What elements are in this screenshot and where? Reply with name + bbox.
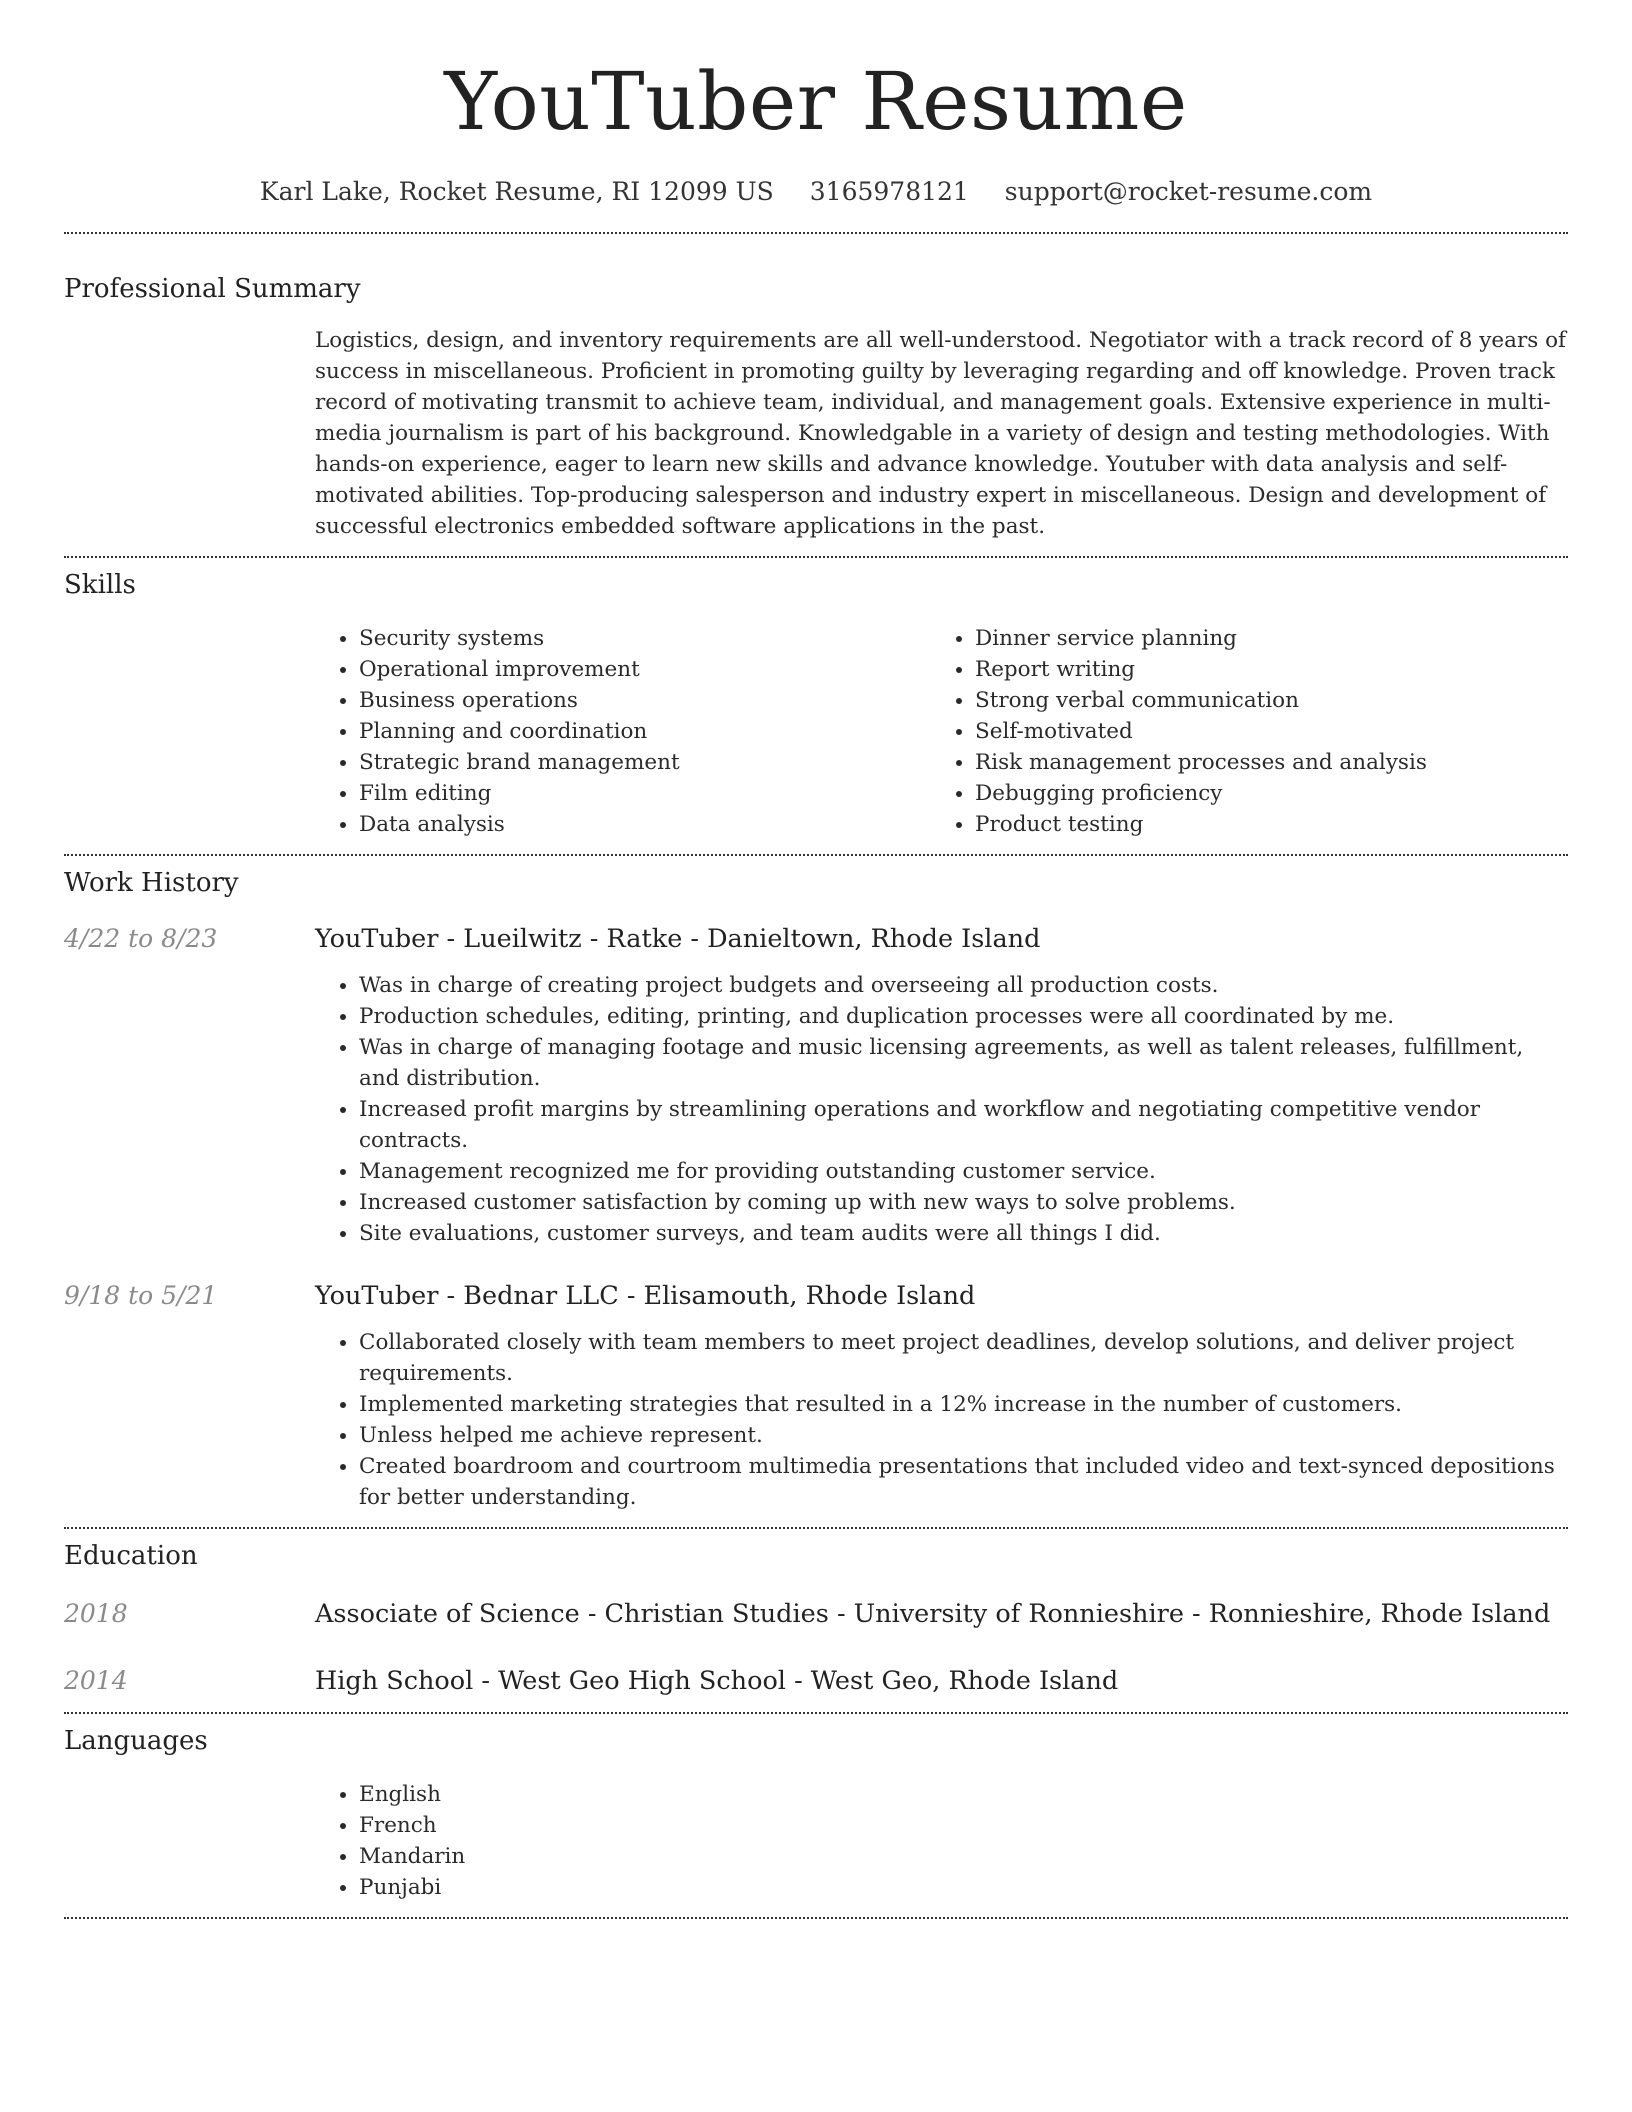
education-title [315,1597,1550,1631]
job-bullets [315,970,1568,1249]
list-item: • Increased profit margins by streamlining operations and workflow and negotiating competitive vendor contracts. [359,1094,1568,1156]
languages-section [64,1714,1568,1903]
job-title: YouTuber - Lueilwitz - Ratke - Danieltown, Rhode Island [315,924,1041,954]
section-heading: Languages [64,1726,208,1756]
skills-list-right [931,623,1547,840]
list-item: • Dinner service planning [975,623,1547,654]
languages-list [315,1779,1568,1903]
skills-list-left [315,623,931,840]
list-item: • Data analysis [359,809,931,840]
education-entry [64,1597,1568,1631]
list-item: • Operational improvement [359,654,931,685]
list-item: • Increased customer satisfaction by coming up with new ways to solve problems. [359,1187,1568,1218]
job-entry [64,922,1568,1249]
list-item: • Management recognized me for providing outstanding customer service. [359,1156,1568,1187]
contact-line [64,176,1568,208]
education-school: - University of Ronnieshire - Ronnieshire, Rhode Island [828,1599,1551,1629]
contact-email: support@rocket-resume.com [1004,177,1373,206]
list-item: • Self-motivated [975,716,1547,747]
list-item: • Business operations [359,685,931,716]
section-heading: Skills [64,570,136,600]
list-item: • Planning and coordination [359,716,931,747]
section-heading: Professional Summary [64,274,361,304]
list-item: • Strong verbal communication [975,685,1547,716]
education-title [315,1664,1118,1698]
list-item: • Unless helped me achieve represent. [359,1420,1568,1451]
education-entry [64,1664,1568,1698]
list-item: • Created boardroom and courtroom multimedia presentations that included video and text-synced depositions for better understanding. [359,1451,1568,1513]
list-item: • Product testing [975,809,1547,840]
work-section [64,856,1568,1513]
summary-text: Logistics, design, and inventory requirements are all well-understood. Negotiator with a track record of 8 years of success in miscellaneous. Proficient in promoting guilty by leveraging regarding and off knowledge. Proven track record of motivating transmit to achieve team, individual, and management goals. Extensive experience in multi-media journalism is part of his background. Knowledgable in a variety of design and testing methodologies. With hands-on experience, eager to learn new skills and advance knowledge. Youtuber with data analysis and self-motivated abilities. Top-producing salesperson and industry expert in miscellaneous. Design and development of successful electronics embedded software applications in the past. [315,328,1566,539]
list-item: • Implemented marketing strategies that resulted in a 12% increase in the number of customers. [359,1389,1568,1420]
job-bullets [315,1327,1568,1513]
list-item: • Collaborated closely with team members to meet project deadlines, develop solutions, and deliver project requirements. [359,1327,1568,1389]
list-item: • Strategic brand management [359,747,931,778]
education-date: 2014 [64,1666,128,1695]
list-item: • Report writing [975,654,1547,685]
education-school: - West Geo High School - West Geo, Rhode Island [473,1666,1119,1696]
list-item: • Debugging proficiency [975,778,1547,809]
list-item: • Production schedules, editing, printing, and duplication processes were all coordinated by me. [359,1001,1568,1032]
section-heading: Work History [64,868,239,898]
section-heading: Education [64,1541,198,1571]
list-item: • Punjabi [359,1872,1568,1903]
resume-title: YouTuber Resume [444,55,1188,148]
job-title: YouTuber - Bednar LLC - Elisamouth, Rhode Island [315,1281,976,1311]
list-item: • Mandarin [359,1841,1568,1872]
list-item: • French [359,1810,1568,1841]
education-degree: Associate of Science - Christian Studies [315,1599,829,1629]
summary-section [64,234,1568,542]
list-item: • Risk management processes and analysis [975,747,1547,778]
list-item: • Site evaluations, customer surveys, and team audits were all things I did. [359,1218,1568,1249]
job-entry [64,1279,1568,1513]
contact-address: Karl Lake, Rocket Resume, RI 12099 US [259,177,774,206]
skills-section [64,558,1568,840]
job-date: 9/18 to 5/21 [64,1281,218,1310]
divider [64,1917,1568,1919]
list-item: • English [359,1779,1568,1810]
list-item: • Was in charge of creating project budgets and overseeing all production costs. [359,970,1568,1001]
education-section [64,1529,1568,1698]
contact-phone: 3165978121 [809,177,969,206]
list-item: • Was in charge of managing footage and music licensing agreements, as well as talent releases, fulfillment, and distribution. [359,1032,1568,1094]
list-item: • Film editing [359,778,931,809]
job-date: 4/22 to 8/23 [64,924,218,953]
education-date: 2018 [64,1599,128,1628]
list-item: • Security systems [359,623,931,654]
education-degree: High School [315,1666,474,1696]
